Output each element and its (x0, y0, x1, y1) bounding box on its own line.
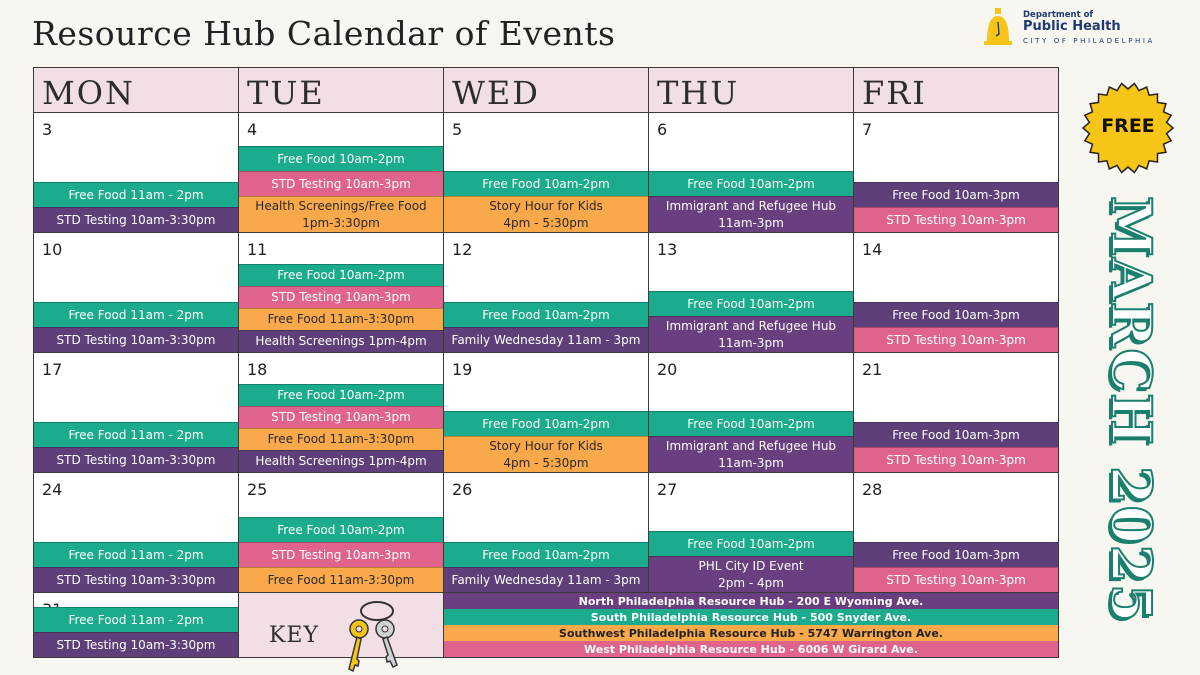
event-block (239, 146, 443, 171)
dept-logo (973, 4, 1173, 50)
event-block (444, 171, 648, 196)
event-block (239, 308, 443, 330)
event-title: Free Food 10am-2pm (277, 268, 405, 282)
hub-legend (444, 593, 1058, 657)
event-block (34, 182, 238, 207)
event-title: Free Food 10am-3pm (892, 547, 1020, 562)
event-block (239, 450, 443, 472)
event-title: Immigrant and Refugee Hub (665, 318, 837, 333)
day-header-wed (444, 68, 649, 113)
event-block (649, 531, 853, 556)
date-number: 19 (452, 360, 473, 379)
date-number: 10 (42, 240, 63, 259)
event-block (34, 567, 238, 592)
event-block (444, 542, 648, 567)
day-cell[interactable] (649, 473, 854, 593)
date-number: 12 (452, 240, 473, 259)
event-title: Free Food 10am-2pm (482, 307, 610, 322)
event-title: Family Wednesday 11am - 3pm (451, 572, 641, 587)
event-block (649, 196, 853, 232)
event-title: STD Testing 10am-3:30pm (56, 212, 216, 227)
date-number: 21 (862, 360, 883, 379)
event-time: 11am-3pm (718, 455, 784, 470)
day-cell[interactable] (239, 473, 444, 593)
event-title: STD Testing 10am-3pm (886, 572, 1026, 587)
date-number: 4 (247, 120, 258, 139)
event-block (444, 567, 648, 592)
event-block (444, 302, 648, 327)
event-title: STD Testing 10am-3:30pm (56, 637, 216, 652)
day-cell[interactable] (854, 113, 1059, 233)
event-title: Free Food 11am - 2pm (68, 427, 204, 442)
key-label: KEY (269, 623, 320, 648)
event-block (34, 327, 238, 352)
event-title: Free Food 10am-3pm (892, 307, 1020, 322)
month-text: MARCH 2025 (1099, 196, 1164, 624)
date-number: 5 (452, 120, 463, 139)
event-block (34, 422, 238, 447)
date-number: 11 (247, 240, 268, 259)
event-block (854, 207, 1058, 232)
event-title: Free Food 10am-2pm (277, 151, 405, 166)
event-block (854, 542, 1058, 567)
event-title: STD Testing 10am-3pm (886, 332, 1026, 347)
event-title: Health Screenings 1pm-4pm (255, 334, 427, 348)
event-title: Immigrant and Refugee Hub (665, 438, 837, 453)
day-header-tue (239, 68, 444, 113)
key-cell (239, 593, 444, 657)
event-title: STD Testing 10am-3pm (271, 176, 411, 191)
legend-item: North Philadelphia Resource Hub - 200 E Wyoming Ave. (444, 593, 1058, 609)
day-header-label: THU (657, 74, 740, 112)
day-cell[interactable] (34, 233, 239, 353)
event-title: Free Food 10am-3pm (892, 187, 1020, 202)
page-title: Resource Hub Calendar of Events (32, 14, 616, 53)
event-block (854, 302, 1058, 327)
date-number: 28 (862, 480, 883, 499)
event-block (34, 607, 238, 632)
event-time: 4pm - 5:30pm (503, 455, 589, 470)
event-title: Free Food 10am-2pm (687, 416, 815, 431)
free-badge (1082, 82, 1174, 174)
day-cell[interactable] (239, 353, 444, 473)
day-cell[interactable] (854, 353, 1059, 473)
event-block (854, 327, 1058, 352)
event-block (34, 632, 238, 657)
legend-item: Southwest Philadelphia Resource Hub - 5747 Warrington Ave. (444, 625, 1058, 641)
event-block (34, 542, 238, 567)
event-block (854, 447, 1058, 472)
event-title: Free Food 10am-2pm (687, 536, 815, 551)
event-time: 11am-3pm (718, 335, 784, 350)
event-title: STD Testing 10am-3pm (271, 290, 411, 304)
event-block (34, 447, 238, 472)
event-block (239, 567, 443, 592)
event-block (239, 196, 443, 232)
event-title: STD Testing 10am-3pm (886, 212, 1026, 227)
event-block (239, 330, 443, 352)
event-title: Free Food 11am - 2pm (68, 612, 204, 627)
event-block (444, 436, 648, 472)
day-cell[interactable] (239, 233, 444, 353)
event-block (34, 207, 238, 232)
day-cell[interactable] (649, 113, 854, 233)
event-block (649, 316, 853, 352)
event-title: STD Testing 10am-3pm (886, 452, 1026, 467)
event-title: Story Hour for Kids (489, 438, 603, 453)
event-title: Free Food 10am-2pm (482, 176, 610, 191)
event-block (649, 411, 853, 436)
event-title: Family Wednesday 11am - 3pm (451, 332, 641, 347)
month-label (1085, 196, 1165, 656)
event-title: Free Food 10am-2pm (482, 547, 610, 562)
event-title: Free Food 11am-3:30pm (267, 312, 415, 326)
liberty-bell-icon (981, 8, 1015, 48)
day-header-label: FRI (862, 74, 927, 112)
event-title: Health Screenings/Free Food (255, 198, 427, 213)
event-block (239, 428, 443, 450)
event-title: Free Food 11am-3:30pm (267, 572, 415, 587)
event-block (854, 422, 1058, 447)
day-header-label: WED (452, 74, 540, 112)
event-time: 2pm - 4pm (718, 575, 784, 590)
event-title: Free Food 10am-2pm (482, 416, 610, 431)
event-time: 11am-3pm (718, 215, 784, 230)
event-title: Immigrant and Refugee Hub (665, 198, 837, 213)
event-title: PHL City ID Event (698, 558, 804, 573)
day-header-mon (34, 68, 239, 113)
day-cell[interactable] (239, 113, 444, 233)
event-title: STD Testing 10am-3:30pm (56, 332, 216, 347)
event-title: Free Food 10am-2pm (277, 522, 405, 537)
event-title: STD Testing 10am-3pm (271, 410, 411, 424)
event-block (444, 327, 648, 352)
legend-item: West Philadelphia Resource Hub - 6006 W Girard Ave. (444, 641, 1058, 657)
day-cell[interactable] (34, 113, 239, 233)
date-number: 17 (42, 360, 63, 379)
event-title: Story Hour for Kids (489, 198, 603, 213)
logo-city-text: CITY OF PHILADELPHIA (1023, 37, 1155, 45)
event-time: 1pm-3:30pm (302, 215, 380, 230)
day-cell[interactable] (649, 353, 854, 473)
event-block (239, 517, 443, 542)
free-badge-text: FREE (1101, 115, 1155, 137)
day-cell[interactable] (444, 113, 649, 233)
date-number: 6 (657, 120, 668, 139)
day-cell[interactable] (854, 473, 1059, 593)
event-title: Free Food 10am-2pm (277, 388, 405, 402)
date-number: 14 (862, 240, 883, 259)
legend-item: South Philadelphia Resource Hub - 500 Snyder Ave. (444, 609, 1058, 625)
day-cell[interactable] (34, 353, 239, 473)
event-title: Free Food 11am - 2pm (68, 547, 204, 562)
date-number: 7 (862, 120, 873, 139)
date-number: 26 (452, 480, 473, 499)
day-cell[interactable] (649, 233, 854, 353)
keys-icon (339, 599, 409, 675)
event-block (239, 406, 443, 428)
logo-dept-text: Department of (1023, 10, 1094, 20)
day-header-fri (854, 68, 1059, 113)
event-block (649, 171, 853, 196)
event-title: STD Testing 10am-3:30pm (56, 452, 216, 467)
day-cell[interactable] (34, 473, 239, 593)
event-block (649, 556, 853, 592)
event-title: Health Screenings 1pm-4pm (255, 454, 427, 468)
date-number: 3 (42, 120, 53, 139)
day-header-label: TUE (247, 74, 325, 112)
event-block (854, 182, 1058, 207)
day-cell[interactable] (444, 353, 649, 473)
event-block (239, 171, 443, 196)
event-block (239, 264, 443, 286)
event-time: 4pm - 5:30pm (503, 215, 589, 230)
date-number: 25 (247, 480, 268, 499)
calendar-grid (33, 67, 1059, 658)
event-title: STD Testing 10am-3pm (271, 547, 411, 562)
day-cell[interactable] (854, 233, 1059, 353)
event-block (649, 436, 853, 472)
event-title: Free Food 10am-2pm (687, 296, 815, 311)
event-block (239, 286, 443, 308)
date-number: 20 (657, 360, 678, 379)
event-block (444, 196, 648, 232)
date-number: 24 (42, 480, 63, 499)
logo-name-text: Public Health (1023, 19, 1121, 34)
event-block (239, 542, 443, 567)
event-block (34, 302, 238, 327)
day-cell[interactable] (444, 473, 649, 593)
event-block (444, 411, 648, 436)
event-block (854, 567, 1058, 592)
event-title: Free Food 11am - 2pm (68, 307, 204, 322)
event-title: Free Food 11am-3:30pm (267, 432, 415, 446)
date-number: 27 (657, 480, 678, 499)
day-header-label: MON (42, 74, 135, 112)
day-cell[interactable] (444, 233, 649, 353)
event-title: STD Testing 10am-3:30pm (56, 572, 216, 587)
event-block (239, 384, 443, 406)
day-header-thu (649, 68, 854, 113)
day-cell[interactable] (34, 593, 239, 657)
event-block (649, 291, 853, 316)
event-title: Free Food 10am-3pm (892, 427, 1020, 442)
date-number: 13 (657, 240, 678, 259)
date-number: 18 (247, 360, 268, 379)
event-title: Free Food 11am - 2pm (68, 187, 204, 202)
event-title: Free Food 10am-2pm (687, 176, 815, 191)
